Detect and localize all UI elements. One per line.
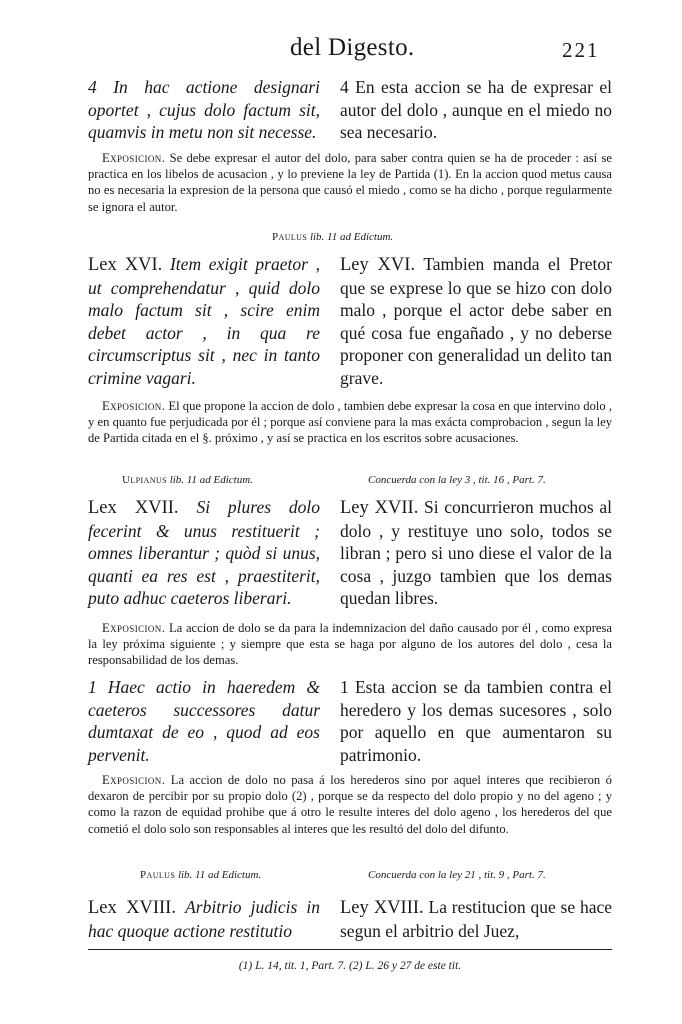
latin-text: Si plures dolo fecerint & unus restituerit ; omnes liberantur ; quòd si unus, quanti ea res est , praestiterit, puto adhuc caeteros liberari. [88, 497, 321, 608]
source-paulus: Paulus lib. 11 ad Edictum. [272, 231, 394, 243]
footnote-rule [88, 949, 612, 950]
footnote: (1) L. 14, tit. 1, Part. 7. (2) L. 26 y 27 de este tit. [238, 960, 462, 972]
latin-text: Item exigit praetor , ut comprehendatur , quid dolo malo factum sit , scire enim debet actor , in qua re circumscriptus sit , nec in tanto crimine vagari. [88, 254, 321, 388]
exposicion-3 [88, 620, 612, 669]
spanish-text: Si concurrieron muchos al dolo , y restituye uno solo, todos se libran ; pero si uno diese el valor de la cosa , juzgo tambien que los demas quedan libres. [340, 497, 613, 608]
source-paulus-2: Paulus lib. 11 ad Edictum. [140, 869, 262, 881]
page-number: 221 [562, 38, 600, 62]
spanish-text: 4 En esta accion se ha de expresar el autor del dolo , aunque en el miedo no sea necesario. [340, 77, 612, 142]
exposicion-text: La accion de dolo se da para la indemnizacion del daño causado por él , como expresa la ley próxima siguiente ; y siempre que esta se haga por alguno de los autores del dolo , cesa la responsabilidad de los demas. [88, 621, 612, 668]
exposicion-label: Exposicion. [102, 399, 166, 413]
running-title: del Digesto. [290, 34, 415, 61]
concordance-2: Concuerda con la ley 21 , tit. 9 , Part. 7. [368, 869, 546, 881]
spanish-text: 1 Esta accion se da tambien contra el heredero y los demas sucesores , solo por aquello en que aumentaron su patrimonio. [340, 677, 612, 765]
exposicion-label: Exposicion. [102, 151, 166, 165]
ley-number: Ley XVIII. [340, 898, 424, 918]
latin-text: 1 Haec actio in haeredem & caeteros successores datur dumtaxat de eo , quod ad eos pervenit. [88, 677, 320, 765]
page-header [0, 34, 682, 74]
exposicion-text: La accion de dolo no pasa á los herederos sino por aquel interes que recibieron ó dexaron de percibir por su propio dolo (2) , porque se da respecto del dolo propio y no del ageno ; y como la razon de equidad prohibe que á otro le resulte interes del dolo ageno , los herederos del que cometió el dolo solo son responsables al interes que les resultó del dolo del difunto. [88, 773, 612, 836]
latin-text: Arbitrio judicis in hac quoque actione restitutio [88, 897, 321, 941]
exposicion-label: Exposicion. [102, 773, 166, 787]
latin-text: 4 In hac actione designari oportet , cujus dolo factum sit, quamvis in metu non sit necesse. [88, 77, 320, 142]
exposicion-text: El que propone la accion de dolo , tambien debe expresar la cosa en que intervino dolo , y en quanto fue perjudicada por él ; porque así conviene para la mas exácta comprobacion , segun la ley de Partida citada en el §. próximo , y así se practica en los escritos sobre acusaciones. [88, 399, 612, 446]
exposicion-text: Se debe expresar el autor del dolo, para saber contra quien se ha de proceder : así se practica en los libelos de acusacion , y lo previene la ley de Partida (1). En la accion quod metus causa no es necesaria la expresion de la persona que causó el miedo , como se ha dicho , porque regularmente se ignora el autor. [88, 151, 612, 214]
exposicion-4 [88, 772, 612, 837]
lex-number: Lex XVIII. [88, 898, 176, 918]
lex-number: Lex XVII. [88, 498, 179, 518]
concordance-1: Concuerda con la ley 3 , tit. 16 , Part. 7. [368, 474, 546, 486]
lex-number: Lex XVI. [88, 255, 163, 275]
exposicion-1 [88, 150, 612, 215]
spanish-text: La restitucion que se hace segun el arbitrio del Juez, [340, 897, 613, 941]
spanish-text: Tambien manda el Pretor que se exprese lo que se hizo con dolo malo , porque el actor debe saber en qué cosa fue engañado , y no deberse proponer con generalidad un delito tan grave. [340, 254, 612, 388]
ley-number: Ley XVI. [340, 255, 416, 275]
exposicion-label: Exposicion. [102, 621, 166, 635]
ley-number: Ley XVII. [340, 498, 419, 518]
source-ulpianus: Ulpianus lib. 11 ad Edictum. [122, 474, 253, 486]
exposicion-2 [88, 398, 612, 447]
